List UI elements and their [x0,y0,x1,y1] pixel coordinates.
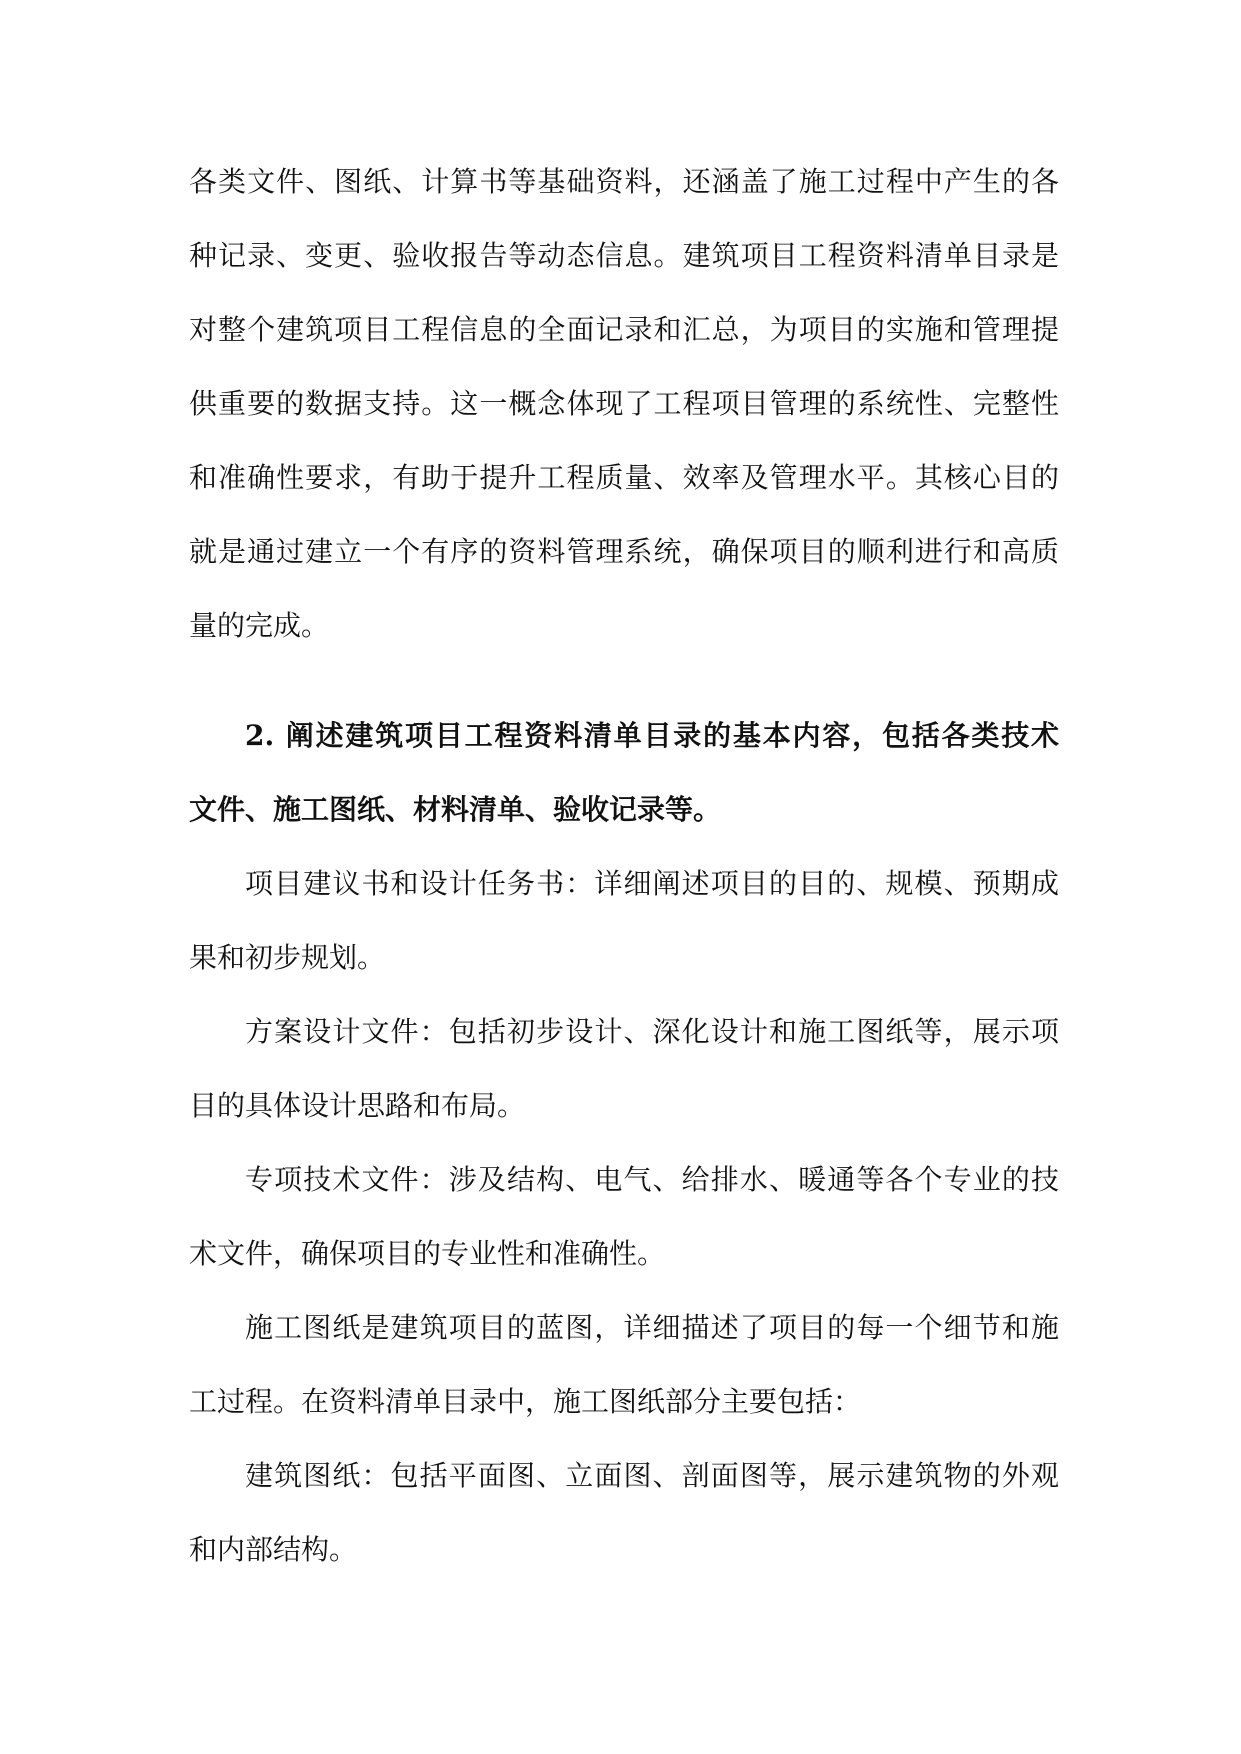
text-line: 方案设计文件：包括初步设计、深化设计和施工图纸等，展示项 [245,1015,1059,1048]
heading-line: 文件、施工图纸、材料清单、验收记录等。 [189,793,722,826]
paragraph-intro-continuation [189,145,1059,663]
text-line: 和内部结构。 [189,1533,358,1566]
heading-line: 2. 阐述建筑项目工程资料清单目录的基本内容，包括各类技术 [245,719,1059,752]
text-line: 施工图纸是建筑项目的蓝图，详细描述了项目的每一个细节和施 [245,1311,1059,1344]
text-line: 各类文件、图纸、计算书等基础资料，还涵盖了施工过程中产生的各 [189,165,1059,198]
text-line: 术文件，确保项目的专业性和准确性。 [189,1237,666,1270]
text-line: 种记录、变更、验收报告等动态信息。建筑项目工程资料清单目录是 [189,239,1059,272]
text-line: 目的具体设计思路和布局。 [189,1089,526,1122]
text-line: 量的完成。 [189,609,330,642]
paragraph-architectural-drawings [189,1439,1059,1587]
text-line: 建筑图纸：包括平面图、立面图、剖面图等，展示建筑物的外观 [245,1459,1059,1492]
paragraph-scheme-design [189,995,1059,1143]
text-line: 和准确性要求，有助于提升工程质量、效率及管理水平。其核心目的 [189,461,1059,494]
section-spacer [189,663,1059,699]
text-line: 就是通过建立一个有序的资料管理系统，确保项目的顺利进行和高质 [189,535,1059,568]
text-line: 供重要的数据支持。这一概念体现了工程项目管理的系统性、完整性 [189,387,1059,420]
text-line: 项目建议书和设计任务书：详细阐述项目的目的、规模、预期成 [245,867,1059,900]
text-line: 专项技术文件：涉及结构、电气、给排水、暖通等各个专业的技 [245,1163,1059,1196]
paragraph-project-proposal [189,847,1059,995]
paragraph-special-technical [189,1143,1059,1291]
text-line: 果和初步规划。 [189,941,386,974]
text-line: 对整个建筑项目工程信息的全面记录和汇总，为项目的实施和管理提 [189,313,1059,346]
paragraph-construction-drawings [189,1291,1059,1439]
document-body [189,145,1059,1587]
section-heading [189,699,1059,847]
text-line: 工过程。在资料清单目录中，施工图纸部分主要包括： [189,1385,862,1418]
